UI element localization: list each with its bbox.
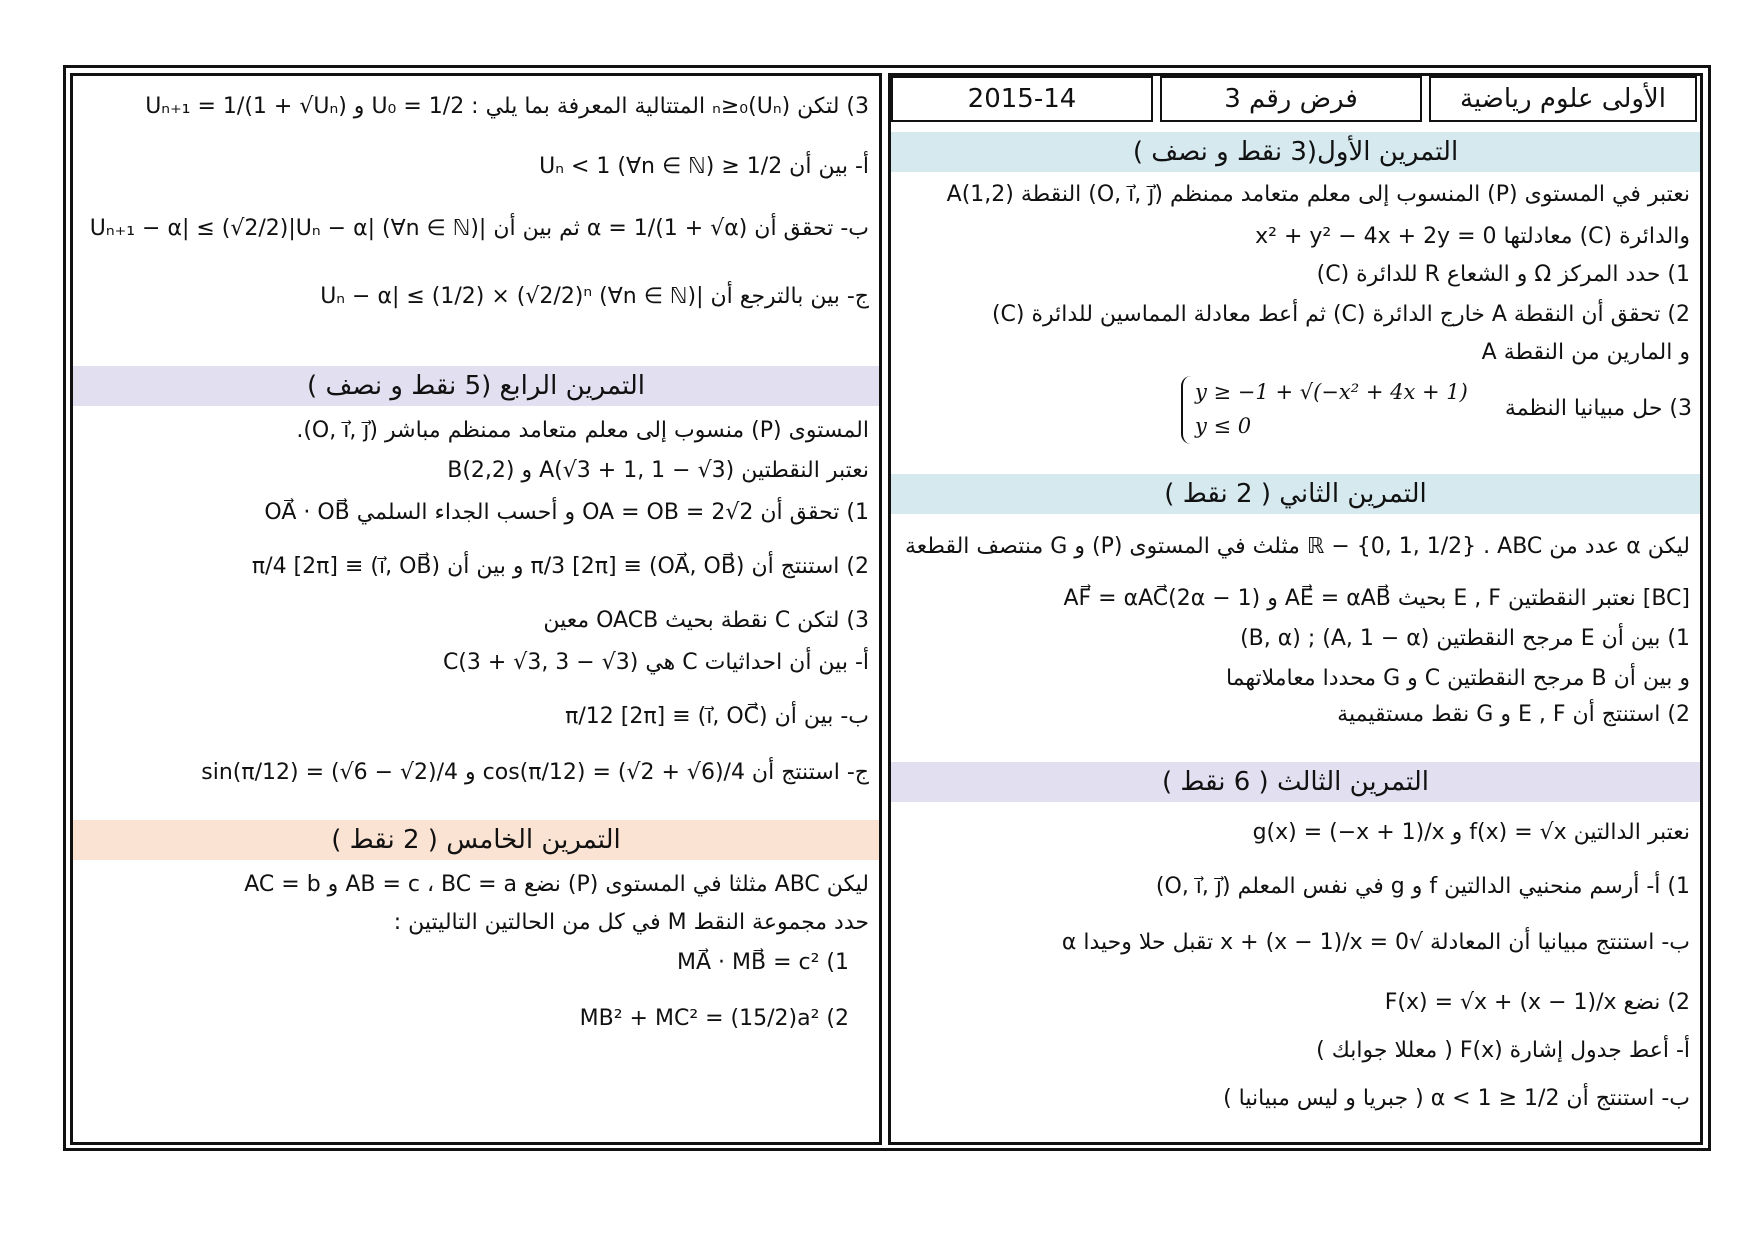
exercise1-title [891, 132, 1700, 172]
ex2-q1: 1) بين أن E مرجح النقطتين (A, 1 − α) ; (B, α) [1240, 626, 1690, 651]
ex1-q2: 2) تحقق أن النقطة A خارج الدائرة (C) ثم أعط معادلة المماسين للدائرة (C) [991, 302, 1690, 327]
exercise5-title-text: التمرين الخامس ( 2 نقط ) [331, 825, 621, 855]
exercise4-title [73, 366, 879, 406]
system-ineq-1: y ≥ −1 + √(−x² + 4x + 1) [1195, 380, 1468, 404]
ex2-line2: [BC] نعتبر النقطتين E , F بحيث AE⃗ = αAB⃗ و (2α − 1)AF⃗ = αAC⃗ [1063, 586, 1690, 611]
ex1-line2: والدائرة (C) معادلتها x² + y² − 4x + 2y = 0 [1255, 224, 1690, 249]
exercise2-title [891, 474, 1700, 514]
ex4-q3c: ج- استنتج أن cos(π/12) = (√2 + √6)/4 و sin(π/12) = (√6 − √2)/4 [201, 760, 869, 785]
ex3-q1a: 1) أ- أرسم منحنيي الدالتين f و g في نفس المعلم (O, i⃗, j⃗) [1155, 874, 1690, 899]
ex5-q1: 1) MA⃗ · MB⃗ = c² [677, 950, 849, 975]
ex4-q3a: أ- بين أن احداثيات C هي C(3 + √3, 3 − √3) [442, 650, 869, 675]
ex3-q3b-text: ب- تحقق أن α = 1/(1 + √α) ثم بين أن |Uₙ₊₁ − α| ≤ (√2/2)|Uₙ − α| (∀n ∈ ℕ) [89, 216, 869, 241]
exercise3-title [891, 762, 1700, 802]
ex3-q3a-text: أ- بين أن 1/2 ≤ Uₙ < 1 (∀n ∈ ℕ) [539, 154, 869, 179]
exercise2-title-text: التمرين الثاني ( 2 نقط ) [1164, 479, 1427, 509]
header-level-text: الأولى علوم رياضية [1460, 84, 1666, 114]
exercise5-title [73, 820, 879, 860]
ex3-q1b: ب- استنتج مبيانيا أن المعادلة √x + (x − 1)/x = 0 تقبل حلا وحيدا α [1061, 930, 1690, 955]
ex1-system [1181, 376, 1468, 444]
right-column [888, 73, 1703, 1145]
ex1-line1: نعتبر في المستوى (P) المنسوب إلى معلم متعامد ممنظم (O, i⃗, j⃗) النقطة A(1,2) [946, 182, 1690, 207]
left-column [70, 73, 882, 1145]
exercise1-title-text: التمرين الأول(3 نقط و نصف ) [1132, 137, 1459, 167]
ex2-q1-cont: و بين أن B مرجح النقطتين C و G محددا معاملاتهما [1225, 666, 1690, 691]
ex1-q2-cont: و المارين من النقطة A [1481, 340, 1690, 365]
ex3-q2a: أ- أعط جدول إشارة F(x) ( معللا جوابك ) [1316, 1038, 1690, 1063]
ex4-q2: 2) استنتج أن (OA⃗, OB⃗) ≡ π/3 [2π] و بين أن (i⃗, OB⃗) ≡ π/4 [2π] [251, 554, 869, 579]
system-ineq-2: y ≤ 0 [1195, 414, 1252, 438]
ex3-line1: نعتبر الدالتين f(x) = √x و g(x) = (−x + 1)/x [1252, 820, 1690, 845]
ex4-q3: 3) لتكن C نقطة بحيث OACB معين [543, 608, 869, 633]
ex4-q1: 1) تحقق أن OA = OB = 2√2 و أحسب الجداء السلمي OA⃗ · OB⃗ [264, 500, 869, 525]
ex3-q3-text: 3) لتكن (Uₙ)ₙ≥₀ المتتالية المعرفة بما يلي : U₀ = 1/2 و Uₙ₊₁ = 1/(1 + √Uₙ) [145, 94, 869, 119]
ex2-q2: 2) استنتج أن E , F و G نقط مستقيمية [1337, 702, 1690, 727]
ex5-line2: حدد مجموعة النقط M في كل من الحالتين التاليتين : [393, 910, 869, 935]
ex3-q3c-text: ج- بين بالترجع أن |Uₙ − α| ≤ (1/2) × (√2/2)ⁿ (∀n ∈ ℕ) [320, 284, 869, 309]
ex1-q3: 3) حل مبيانيا النظمة [1504, 396, 1692, 421]
exercise4-title-text: التمرين الرابع (5 نقط و نصف ) [307, 371, 645, 401]
header-year-text: 2015-14 [967, 84, 1077, 114]
ex3-q2: 2) نضع F(x) = √x + (x − 1)/x [1384, 990, 1690, 1015]
ex5-line1: ليكن ABC مثلثا في المستوى (P) نضع AB = c ، BC = a و AC = b [244, 872, 869, 897]
header-test-text: فرض رقم 3 [1224, 84, 1358, 114]
ex3-q2b: ب- استنتج أن 1/2 ≤ α < 1 ( جبريا و ليس مبيانيا ) [1223, 1086, 1690, 1111]
ex2-line1: ليكن α عدد من ℝ − {0, 1, 1/2} . ABC مثلث في المستوى (P) و G منتصف القطعة [904, 534, 1690, 559]
ex4-q3b: ب- بين أن (i⃗, OC⃗) ≡ π/12 [2π] [565, 704, 869, 729]
ex4-line2: نعتبر النقطتين A(√3 + 1, 1 − √3) و B(2,2) [447, 458, 869, 483]
ex1-q1: 1) حدد المركز Ω و الشعاع R للدائرة (C) [1316, 262, 1690, 287]
ex5-q2: 2) MB² + MC² = (15/2)a² [579, 1006, 849, 1031]
exercise3-title-text: التمرين الثالث ( 6 نقط ) [1162, 767, 1429, 797]
ex4-line1: المستوى (P) منسوب إلى معلم متعامد ممنظم مباشر (O, i⃗, j⃗). [296, 418, 869, 443]
